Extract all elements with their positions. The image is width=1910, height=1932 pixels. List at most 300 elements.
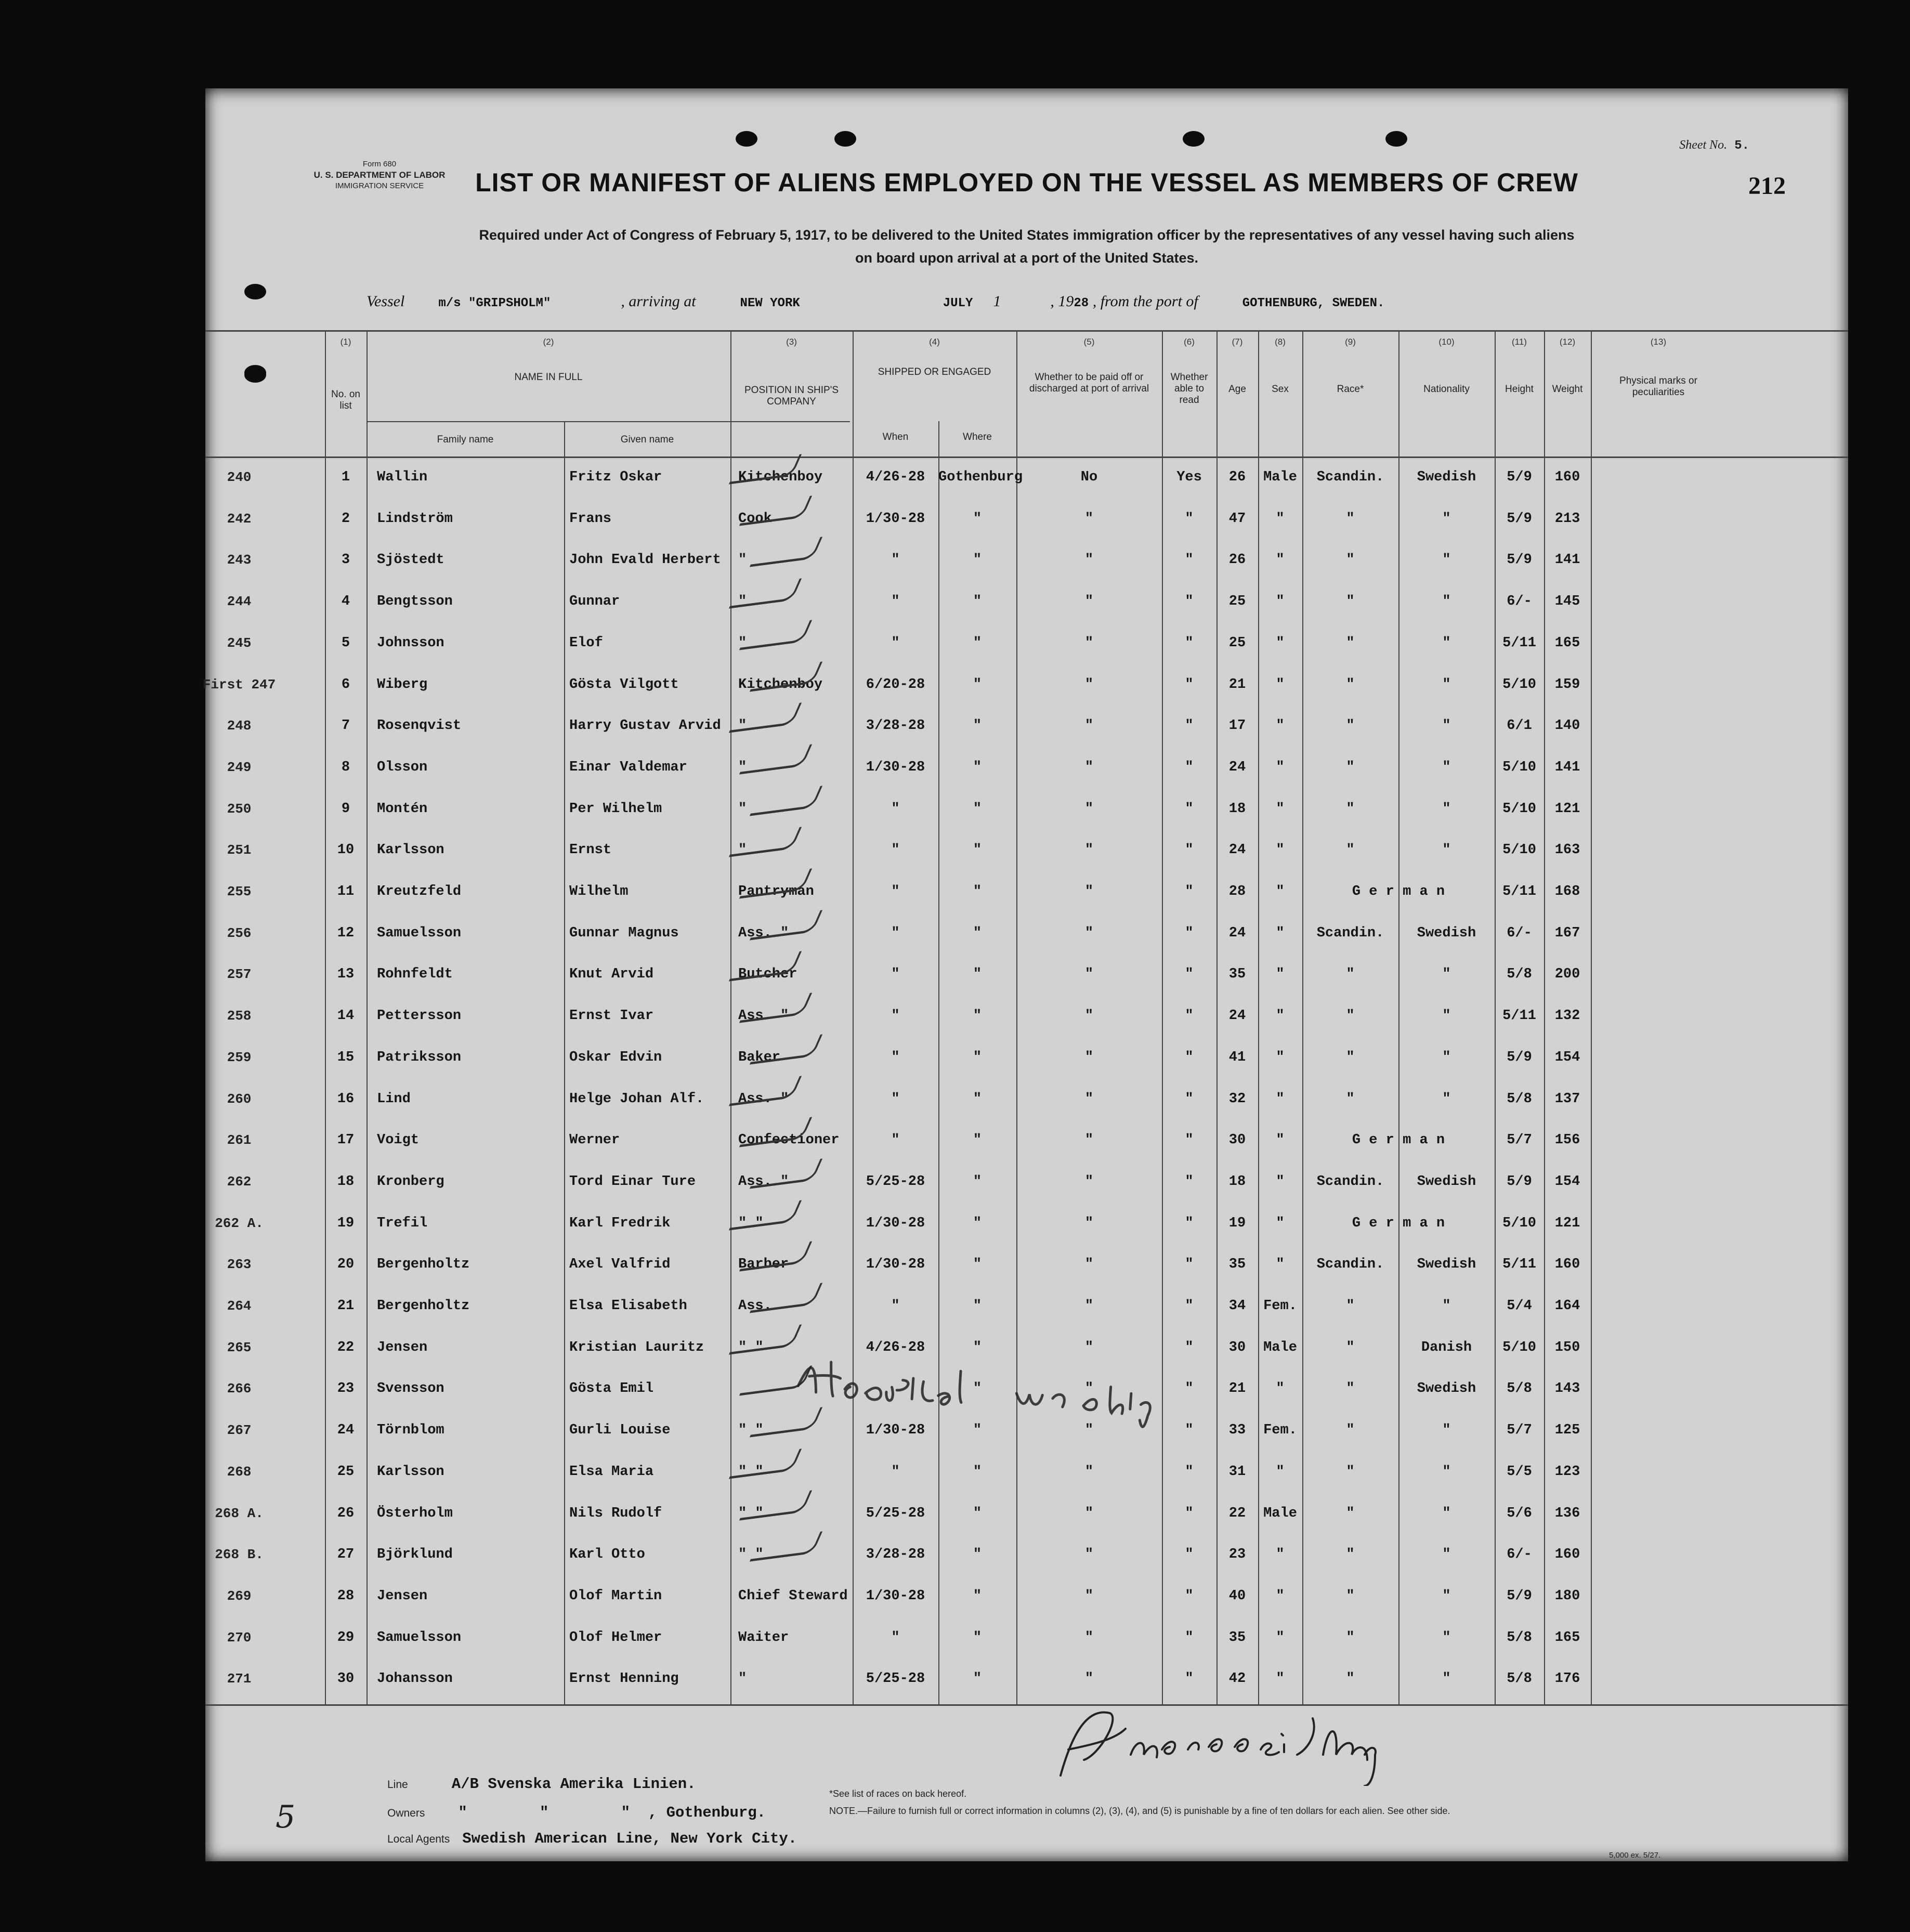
sex: " [1276, 925, 1285, 941]
given-name: Karl Otto [569, 1547, 645, 1563]
nationality: Swedish [1417, 1381, 1476, 1397]
weight: 165 [1554, 1629, 1580, 1646]
vessel-label: Vessel [367, 293, 405, 310]
position: " [738, 759, 747, 775]
able-to-read: " [1185, 1173, 1194, 1190]
paid-off: " [1084, 1215, 1094, 1231]
row-number: 18 [337, 1173, 355, 1190]
header-nationality: Nationality [1423, 384, 1470, 395]
row-number: 29 [337, 1629, 355, 1646]
punch-hole [1183, 131, 1205, 147]
position: " [738, 1671, 747, 1687]
race: " [1346, 759, 1355, 775]
sex: Male [1263, 1339, 1297, 1355]
given-name: Kristian Lauritz [569, 1339, 704, 1355]
sex: " [1276, 511, 1285, 527]
paid-off: " [1084, 884, 1094, 899]
position: Barber [738, 1257, 789, 1273]
paid-off: " [1084, 1049, 1094, 1065]
weight: 150 [1554, 1339, 1580, 1355]
nationality: " [1442, 594, 1451, 610]
age: 25 [1228, 635, 1246, 651]
age: 31 [1228, 1464, 1246, 1480]
row-margin-number: 250 [227, 801, 252, 817]
sex: " [1276, 1588, 1285, 1604]
given-name: John Evald Herbert [569, 552, 721, 568]
paid-off: " [1084, 1464, 1094, 1480]
able-to-read: " [1185, 1298, 1194, 1314]
race: " [1346, 552, 1355, 568]
sex: " [1276, 1381, 1285, 1397]
table-bottom-rule [205, 1704, 1848, 1706]
age: 21 [1228, 1381, 1246, 1397]
shipped-when: 1/30-28 [866, 1257, 925, 1273]
sex: " [1276, 676, 1285, 693]
row-margin-number: 258 [227, 1008, 252, 1024]
family-name: Björklund [377, 1547, 453, 1563]
given-name: Helge Johan Alf. [569, 1091, 704, 1107]
nationality: " [1442, 1422, 1451, 1439]
table-row [205, 626, 1848, 668]
agents-label: Local Agents [387, 1833, 450, 1845]
age: 25 [1228, 594, 1246, 610]
row-margin-number: 261 [227, 1132, 252, 1148]
shipped-when: 1/30-28 [866, 511, 925, 527]
position: Chief Steward [738, 1588, 848, 1604]
able-to-read: " [1185, 1132, 1194, 1148]
nationality: " [1442, 676, 1451, 693]
able-to-read: " [1185, 884, 1194, 899]
family-name: Österholm [377, 1505, 453, 1521]
age: 40 [1228, 1588, 1246, 1604]
able-to-read: " [1185, 1008, 1194, 1024]
nationality: Swedish [1417, 1257, 1476, 1273]
age: 35 [1228, 1629, 1246, 1646]
sex: " [1276, 801, 1285, 817]
punch-hole [1385, 131, 1407, 147]
position: " [738, 842, 747, 858]
row-margin-number: 240 [227, 469, 252, 485]
race: " [1346, 594, 1355, 610]
weight: 159 [1554, 676, 1580, 693]
row-margin-number: 262 [227, 1173, 252, 1190]
able-to-read: " [1185, 552, 1194, 568]
family-name: Patriksson [377, 1049, 462, 1065]
table-row [205, 999, 1848, 1040]
shipped-when: " [891, 925, 900, 941]
shipped-where: " [973, 1588, 982, 1604]
paid-off: " [1084, 1008, 1094, 1024]
height: 5/8 [1507, 1671, 1532, 1687]
given-name: Ernst [569, 842, 612, 858]
given-name: Elsa Elisabeth [569, 1298, 687, 1314]
races-note: *See list of races on back hereof. [829, 1789, 967, 1799]
sheet-label: Sheet No. [1679, 138, 1728, 152]
weight: 140 [1554, 718, 1580, 734]
family-name: Montén [377, 801, 428, 817]
table-row [205, 1662, 1848, 1703]
able-to-read: " [1185, 1629, 1194, 1646]
footer-line [387, 1776, 696, 1793]
nationality: " [1442, 1671, 1451, 1687]
family-name: Johnsson [377, 635, 444, 651]
position: Cook [738, 511, 772, 527]
race: " [1346, 801, 1355, 817]
able-to-read: " [1185, 1588, 1194, 1604]
row-number: 7 [341, 718, 350, 734]
paid-off: " [1084, 1547, 1094, 1563]
shipped-where: " [973, 1091, 982, 1107]
subheader-rule [367, 421, 850, 422]
race: Scandin. [1316, 1173, 1384, 1190]
weight: 145 [1554, 594, 1580, 610]
arrival-day: 1 [993, 293, 1001, 310]
race: G e r m a n [1352, 1215, 1445, 1231]
sex: Male [1263, 1505, 1297, 1521]
year-label: , 19 [1050, 293, 1074, 310]
position: " " [738, 1339, 764, 1355]
position: Ass. [738, 1298, 772, 1314]
column-number: (9) [1345, 337, 1356, 347]
sex: Fem. [1263, 1298, 1297, 1314]
form-number: Form 680 [362, 160, 397, 168]
shipped-where: " [973, 842, 982, 858]
inspector-signature [1053, 1698, 1417, 1789]
position: Baker [738, 1049, 781, 1065]
footer-owners [387, 1804, 766, 1821]
departure-port: GOTHENBURG, SWEDEN. [1242, 296, 1385, 310]
height: 6/- [1507, 594, 1532, 610]
row-margin-number: 243 [227, 552, 252, 568]
shipped-when: " [891, 1464, 900, 1480]
able-to-read: " [1185, 718, 1194, 734]
family-name: Karlsson [377, 842, 444, 858]
paid-off: " [1084, 511, 1094, 527]
weight: 160 [1554, 1257, 1580, 1273]
family-name: Bergenholtz [377, 1298, 470, 1314]
able-to-read: " [1185, 1547, 1194, 1563]
weight: 154 [1554, 1049, 1580, 1065]
height: 5/7 [1507, 1422, 1532, 1439]
given-name: Per Wilhelm [569, 801, 662, 817]
row-number: 24 [337, 1422, 355, 1439]
able-to-read: " [1185, 801, 1194, 817]
column-number: (5) [1083, 337, 1095, 347]
weight: 176 [1554, 1671, 1580, 1687]
sex: " [1276, 1547, 1285, 1563]
position: " [738, 594, 747, 610]
nationality: " [1442, 635, 1451, 651]
shipped-where: " [973, 1257, 982, 1273]
sex: " [1276, 842, 1285, 858]
given-name: Gösta Emil [569, 1381, 654, 1397]
row-number: 2 [341, 511, 350, 527]
given-name: Gunnar Magnus [569, 925, 679, 941]
position: " " [738, 1422, 764, 1439]
paid-off: " [1084, 1629, 1094, 1646]
sheet-number [1679, 138, 1749, 153]
row-number: 5 [341, 635, 350, 651]
family-name: Samuelsson [377, 925, 462, 941]
height: 5/10 [1502, 759, 1536, 775]
row-margin-number: 256 [227, 925, 252, 941]
race: " [1346, 1547, 1355, 1563]
nationality: " [1442, 552, 1451, 568]
table-row [205, 502, 1848, 543]
family-name: Karlsson [377, 1464, 444, 1480]
shipped-where: " [973, 1132, 982, 1148]
given-name: Elof [569, 635, 603, 651]
family-name: Bergenholtz [377, 1257, 470, 1273]
row-margin-number: 268 B. [215, 1547, 264, 1563]
position: Kitchenboy [738, 676, 823, 693]
height: 5/10 [1502, 1339, 1536, 1355]
given-name: Nils Rudolf [569, 1505, 662, 1521]
weight: 154 [1554, 1173, 1580, 1190]
row-number: 17 [337, 1132, 355, 1148]
weight: 141 [1554, 759, 1580, 775]
header-where: Where [963, 432, 992, 442]
sex: " [1276, 884, 1285, 899]
height: 6/1 [1507, 718, 1532, 734]
agents-value: Swedish American Line, New York City. [462, 1830, 797, 1847]
column-number: (3) [786, 337, 797, 347]
nationality: " [1442, 801, 1451, 817]
paid-off: " [1084, 1339, 1094, 1355]
row-number: 19 [337, 1215, 355, 1231]
age: 19 [1228, 1215, 1246, 1231]
shipped-when: 1/30-28 [866, 1588, 925, 1604]
family-name: Svensson [377, 1381, 444, 1397]
family-name: Sjöstedt [377, 552, 444, 568]
weight: 180 [1554, 1588, 1580, 1604]
race: " [1346, 1381, 1355, 1397]
weight: 141 [1554, 552, 1580, 568]
table-row [205, 584, 1848, 626]
sex: Male [1263, 469, 1297, 485]
nationality: " [1442, 1505, 1451, 1521]
age: 35 [1228, 1257, 1246, 1273]
table-row [205, 1206, 1848, 1248]
weight: 132 [1554, 1008, 1580, 1024]
race: " [1346, 842, 1355, 858]
row-margin-number: 248 [227, 718, 252, 734]
race: G e r m a n [1352, 884, 1445, 899]
height: 5/6 [1507, 1505, 1532, 1521]
header-position: POSITION IN SHIP'S COMPANY [744, 385, 839, 407]
age: 34 [1228, 1298, 1246, 1314]
height: 5/8 [1507, 1381, 1532, 1397]
row-number: 1 [341, 469, 350, 485]
line-label: Line [387, 1779, 408, 1791]
shipped-where: " [973, 1671, 982, 1687]
nationality: " [1442, 1588, 1451, 1604]
page-title: LIST OR MANIFEST OF ALIENS EMPLOYED ON THE VESSEL AS MEMBERS OF CREW [475, 168, 1578, 197]
given-name: Wilhelm [569, 884, 629, 899]
given-name: Elsa Maria [569, 1464, 654, 1480]
family-name: Pettersson [377, 1008, 462, 1024]
family-name: Lind [377, 1091, 411, 1107]
row-number: 16 [337, 1091, 355, 1107]
given-name: Olof Helmer [569, 1629, 662, 1646]
header-paid-off: Whether to be paid off or discharged at port of arrival [1029, 372, 1149, 394]
shipped-when: " [891, 1629, 900, 1646]
header-sex: Sex [1272, 384, 1289, 395]
row-number: 20 [337, 1257, 355, 1273]
age: 21 [1228, 676, 1246, 693]
age: 24 [1228, 925, 1246, 941]
row-margin-number: First 247 [202, 676, 276, 693]
table-row [205, 1621, 1848, 1662]
height: 5/9 [1507, 1049, 1532, 1065]
paid-off: " [1084, 718, 1094, 734]
shipped-when: " [891, 594, 900, 610]
shipped-when: 5/25-28 [866, 1173, 925, 1190]
family-name: Rosenqvist [377, 718, 462, 734]
nationality: " [1442, 1464, 1451, 1480]
table-row [205, 1579, 1848, 1621]
shipped-where: " [973, 1173, 982, 1190]
column-number: (11) [1512, 337, 1527, 347]
row-number: 22 [337, 1339, 355, 1355]
print-code: 5,000 ex. 5/27. [1609, 1851, 1661, 1860]
height: 6/- [1507, 1547, 1532, 1563]
table-row [205, 1040, 1848, 1082]
family-name: Johansson [377, 1671, 453, 1687]
paid-off: " [1084, 635, 1094, 651]
race: " [1346, 1298, 1355, 1314]
shipped-where: " [973, 1547, 982, 1563]
row-margin-number: 257 [227, 967, 252, 983]
weight: 143 [1554, 1381, 1580, 1397]
family-name: Lindström [377, 511, 453, 527]
row-number: 11 [337, 884, 355, 899]
age: 18 [1228, 801, 1246, 817]
position: " [738, 552, 747, 568]
row-number: 21 [337, 1298, 355, 1314]
race: " [1346, 1588, 1355, 1604]
table-row [205, 1455, 1848, 1496]
row-number: 26 [337, 1505, 355, 1521]
department-name: U. S. DEPARTMENT OF LABOR [313, 170, 446, 180]
family-name: Voigt [377, 1132, 420, 1148]
given-name: Werner [569, 1132, 620, 1148]
service-name: IMMIGRATION SERVICE [335, 181, 424, 190]
sex: Fem. [1263, 1422, 1297, 1439]
row-number: 3 [341, 552, 350, 568]
shipped-where: " [973, 1381, 982, 1397]
sex: " [1276, 1091, 1285, 1107]
family-name: Olsson [377, 759, 428, 775]
sex: " [1276, 1049, 1285, 1065]
table-row [205, 1165, 1848, 1206]
sex: " [1276, 718, 1285, 734]
able-to-read: " [1185, 635, 1194, 651]
row-number: 15 [337, 1049, 355, 1065]
race: " [1346, 676, 1355, 693]
table-row [205, 1247, 1848, 1289]
punch-hole [834, 131, 856, 147]
column-number: (13) [1650, 337, 1667, 347]
height: 5/4 [1507, 1298, 1532, 1314]
height: 5/9 [1507, 511, 1532, 527]
row-margin-number: 260 [227, 1091, 252, 1107]
race: Scandin. [1316, 469, 1384, 485]
able-to-read: " [1185, 925, 1194, 941]
table-row [205, 543, 1848, 584]
race: " [1346, 1008, 1355, 1024]
race: " [1346, 511, 1355, 527]
header-no-on-list: No. on list [331, 389, 360, 411]
header-able-to-read: Whether able to read [1170, 372, 1208, 406]
row-number: 6 [341, 676, 350, 693]
table-row [205, 1123, 1848, 1165]
penalty-note: NOTE.—Failure to furnish full or correct information in columns (2), (3), (4), and (5) is punishable by a fine of ten dollars for each alien. See other side. [829, 1806, 1450, 1816]
height: 5/11 [1502, 635, 1536, 651]
nationality: Swedish [1417, 925, 1476, 941]
table-row [205, 1289, 1848, 1330]
paid-off: " [1084, 842, 1094, 858]
sex: " [1276, 967, 1285, 983]
arrival-port: NEW YORK [740, 296, 800, 310]
table-row [205, 916, 1848, 958]
race: " [1346, 1671, 1355, 1687]
able-to-read: " [1185, 676, 1194, 693]
row-number: 30 [337, 1671, 355, 1687]
sex: " [1276, 1132, 1285, 1148]
header-when: When [882, 432, 909, 442]
weight: 163 [1554, 842, 1580, 858]
paid-off: " [1084, 676, 1094, 693]
given-name: Karl Fredrik [569, 1215, 671, 1231]
row-margin-number: 242 [227, 511, 252, 527]
height: 5/10 [1502, 676, 1536, 693]
race: " [1346, 1629, 1355, 1646]
position: " [738, 635, 747, 651]
able-to-read: " [1185, 1049, 1194, 1065]
sex: " [1276, 1008, 1285, 1024]
paid-off: " [1084, 925, 1094, 941]
nationality: " [1442, 967, 1451, 983]
nationality: " [1442, 1547, 1451, 1563]
shipped-where: " [973, 1008, 982, 1024]
race: " [1346, 1091, 1355, 1107]
shipped-where: " [973, 1629, 982, 1646]
shipped-where: " [973, 884, 982, 899]
table-row [205, 874, 1848, 916]
header-age: Age [1228, 384, 1246, 395]
able-to-read: " [1185, 842, 1194, 858]
row-number: 25 [337, 1464, 355, 1480]
sex: " [1276, 594, 1285, 610]
paid-off: " [1084, 801, 1094, 817]
table-row [205, 792, 1848, 833]
age: 30 [1228, 1339, 1246, 1355]
paid-off: " [1084, 1588, 1094, 1604]
position: " [738, 801, 747, 817]
weight: 168 [1554, 884, 1580, 899]
able-to-read: " [1185, 1381, 1194, 1397]
subtitle-line-1: Required under Act of Congress of February 5, 1917, to be delivered to the United States immigration officer by the representatives of any vessel having such aliens [479, 227, 1575, 243]
weight: 165 [1554, 635, 1580, 651]
able-to-read: " [1185, 967, 1194, 983]
column-number: (4) [929, 337, 940, 347]
given-name: Gunnar [569, 594, 620, 610]
shipped-when: " [891, 1298, 900, 1314]
age: 33 [1228, 1422, 1246, 1439]
shipped-when: 3/28-28 [866, 718, 925, 734]
height: 5/8 [1507, 967, 1532, 983]
